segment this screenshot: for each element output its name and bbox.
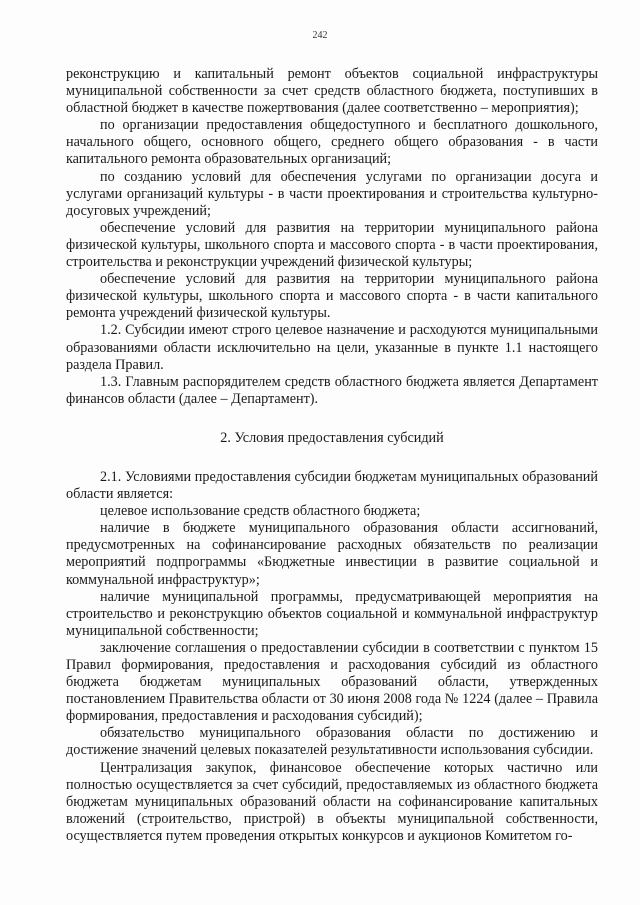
paragraph: 1.3. Главным распорядителем средств областного бюджета является Департамент финансов области (далее – Департамент).: [66, 373, 598, 407]
paragraph: наличие в бюджете муниципального образования области ассигнований, предусмотренных на софинансирование расходных обязательств по реализации мероприятий подпрограммы «Бюджетные инвестиции в развитие социальной и коммунальной инфраструктур»;: [66, 520, 598, 588]
paragraph: заключение соглашения о предоставлении субсидии в соответствии с пунктом 15 Правил формирования, предоставления и расходования субсидий из областного бюджета бюджетам муниципальных образований области, утвержденных постановлением Правительства области от 30 июня 2008 года № 1224 (далее – Правила формирования, предоставления и расходования субсидий);: [66, 639, 598, 725]
paragraph: обеспечение условий для развития на территории муниципального района физической культуры, школьного спорта и массового спорта - в части капитального ремонта учреждений физической культуры.: [66, 271, 598, 322]
paragraph: по организации предоставления общедоступного и бесплатного дошкольного, начального общего, основного общего, среднего общего образования - в части капитального ремонта образовательных организаций;: [66, 117, 598, 168]
paragraph: 1.2. Субсидии имеют строго целевое назначение и расходуются муниципальными образованиями области исключительно на цели, указанные в пункте 1.1 настоящего раздела Правил.: [66, 322, 598, 373]
paragraph: наличие муниципальной программы, предусматривающей мероприятия на строительство и реконструкцию объектов социальной и коммунальной инфраструктур муниципальной собственности;: [66, 588, 598, 639]
paragraph: обязательство муниципального образования области по достижению и достижение значений целевых показателей результативности использования субсидии.: [66, 725, 598, 759]
paragraph: обеспечение условий для развития на территории муниципального района физической культуры, школьного спорта и массового спорта - в части проектирования, строительства и реконструкции учреждений физической культуры;: [66, 219, 598, 271]
body-text: [66, 66, 598, 845]
paragraph: Централизация закупок, финансовое обеспечение которых частично или полностью осуществляется за счет субсидий, предоставляемых из областного бюджета бюджетам муниципальных образований области на софинансирование капитальных вложений (строительство, пристрой) в объекты муниципальной собственности, осуществляется путем проведения открытых конкурсов и аукционов Комитетом го-: [66, 759, 598, 844]
paragraph: 2.1. Условиями предоставления субсидии бюджетам муниципальных образований области является:: [66, 468, 598, 503]
paragraph: реконструкцию и капитальный ремонт объектов социальной инфраструктуры муниципальной собственности за счет средств областного бюджета, поступивших в областной бюджет в качестве пожертвования (далее соответственно – мероприятия);: [66, 66, 598, 117]
paragraph: целевое использование средств областного бюджета;: [100, 503, 421, 520]
page-number: 242: [312, 30, 328, 41]
paragraph: по созданию условий для обеспечения услугами по организации досуга и услугами организаций культуры - в части проектирования и строительства культурно-досуговых учреждений;: [66, 168, 598, 219]
section-heading: 2. Условия предоставления субсидий: [220, 429, 444, 446]
